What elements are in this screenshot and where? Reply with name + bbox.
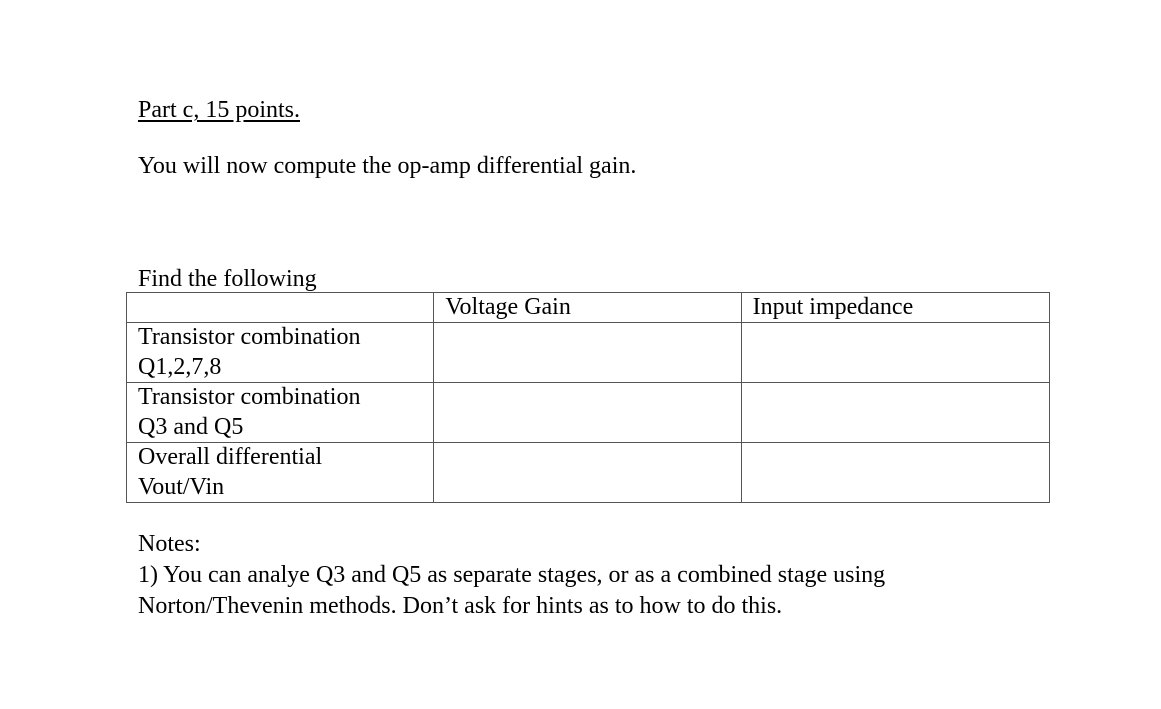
table-row (127, 443, 1050, 503)
header-cell-voltage-gain: Voltage Gain (434, 293, 741, 323)
row-label-cell (127, 383, 434, 443)
table-row (127, 323, 1050, 383)
row-label-line2: Q3 and Q5 (138, 413, 244, 440)
notes-section (138, 529, 885, 622)
header-cell-input-impedance: Input impedance (741, 293, 1049, 323)
notes-line-2: Norton/Thevenin methods. Don’t ask for hints as to how to do this. (138, 593, 783, 619)
voltage-gain-cell (434, 383, 741, 443)
table-header-row (127, 293, 1050, 323)
header-cell-blank (127, 293, 434, 323)
row-label-cell (127, 323, 434, 383)
input-impedance-cell (741, 323, 1049, 383)
results-table (126, 292, 1050, 503)
input-impedance-cell (741, 443, 1049, 503)
row-label-line2: Q1,2,7,8 (138, 353, 222, 380)
notes-line-1: 1) You can analye Q3 and Q5 as separate stages, or as a combined stage using (138, 562, 886, 588)
input-impedance-cell (741, 383, 1049, 443)
row-label-line1: Transistor combination (138, 324, 361, 350)
row-label-line1: Transistor combination (138, 384, 361, 410)
voltage-gain-cell (434, 323, 741, 383)
table-row (127, 383, 1050, 443)
notes-title: Notes: (138, 531, 201, 557)
row-label-line1: Overall differential (138, 444, 323, 470)
voltage-gain-cell (434, 443, 741, 503)
find-label: Find the following (138, 266, 317, 292)
part-heading: Part c, 15 points. (138, 97, 300, 123)
row-label-cell (127, 443, 434, 503)
intro-text: You will now compute the op-amp differential gain. (138, 153, 637, 179)
row-label-line2: Vout/Vin (138, 473, 225, 500)
